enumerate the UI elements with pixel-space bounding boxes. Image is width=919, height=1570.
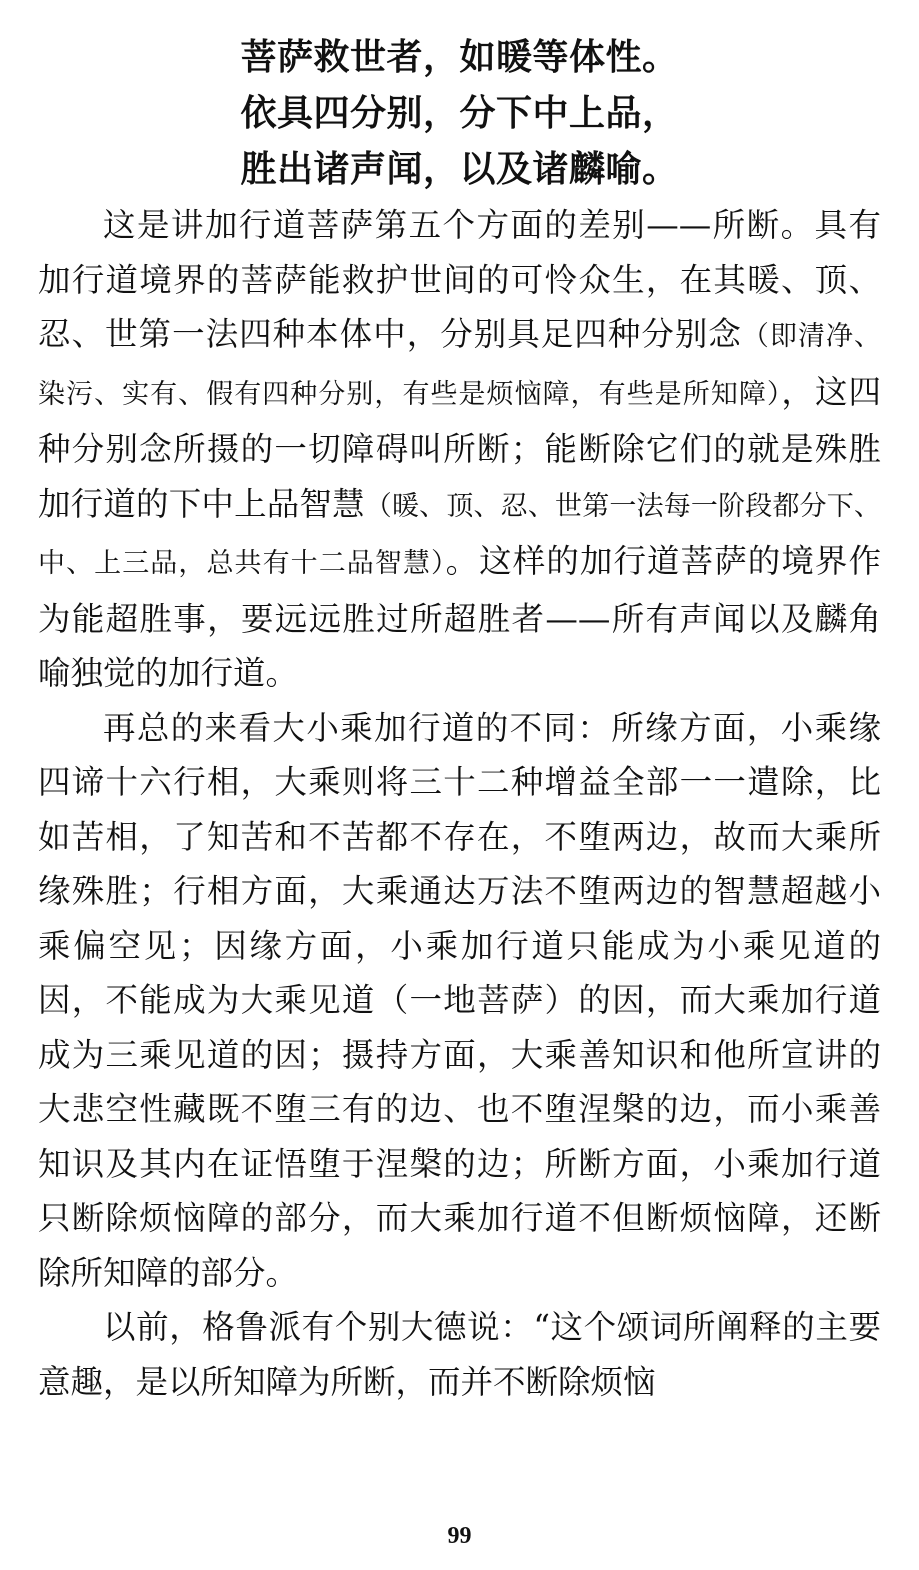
- paragraph-text: 这是讲加行道菩萨第五个方面的差别——所断。具有加行道境界的菩萨能救护世间的可怜众生，在其暖、顶、忍、世第一法四种本体中，分别具足四种分别念: [38, 206, 881, 353]
- page-body: [38, 30, 881, 1409]
- paragraph-text: 。这样的加行道菩萨的境界作为能超胜事，要远远胜过所超胜者——所有声闻以及麟角喻独觉的加行道。: [38, 542, 881, 692]
- commentary-paragraph-2: 再总的来看大小乘加行道的不同：所缘方面，小乘缘四谛十六行相，大乘则将三十二种增益全部一一遣除，比如苦相，了知苦和不苦都不存在，不堕两边，故而大乘所缘殊胜；行相方面，大乘通达万法不堕两边的智慧超越小乘偏空见；因缘方面，小乘加行道只能成为小乘见道的因，不能成为大乘见道（一地菩萨）的因，而大乘加行道成为三乘见道的因；摄持方面，大乘善知识和他所宣讲的大悲空性藏既不堕三有的边、也不堕涅槃的边，而小乘善知识及其内在证悟堕于涅槃的边；所断方面，小乘加行道只断除烦恼障的部分，而大乘加行道不但断烦恼障，还断除所知障的部分。: [38, 708, 881, 1292]
- verse-line-2: 依具四分别，分下中上品，: [240, 93, 679, 134]
- commentary-paragraph-1: [38, 198, 881, 701]
- commentary-paragraph-3: 以前，格鲁派有个别大德说：“这个颂词所阐释的主要意趣，是以所知障为所断，而并不断除烦恼: [38, 1308, 881, 1401]
- annotation-note: （暖、顶、忍、世第一法每一阶段都分下、中、上三品，总共有十二品智慧）: [38, 490, 881, 579]
- annotation-note: （即清净、染污、实有、假有四种分别，有些是烦恼障，有些是所知障）: [38, 321, 881, 410]
- verse-line-1: 菩萨救世者，如暖等体性。: [240, 37, 679, 78]
- page-number: 99: [447, 1523, 472, 1549]
- verse-line-3: 胜出诸声闻，以及诸麟喻。: [240, 149, 679, 190]
- paragraph-text: ，这四种分别念所摄的一切障碍叫所断；能断除它们的就是殊胜加行道的下中上品智慧: [38, 372, 881, 523]
- verse-block: [38, 30, 881, 198]
